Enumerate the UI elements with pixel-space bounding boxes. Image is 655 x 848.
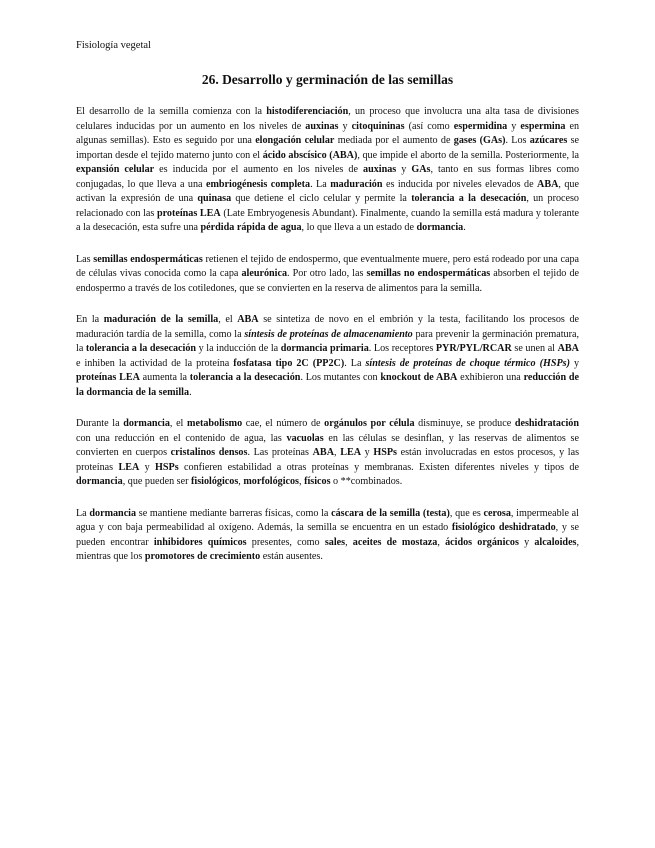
bold-term: histodiferenciación: [266, 106, 349, 117]
paragraph-5: La dormancia se mantiene mediante barreras físicas, como la cáscara de la semilla (testa), que es cerosa, impermeable al agua y con baja permeabilidad al oxígeno. Además, la semilla se encuentra en un estado fisiológico deshidratado, y se pueden encontrar inhibidores químicos presentes, como sales, aceites de mostaza, ácidos orgánicos y alcaloides, mientras que los promotores de crecimiento están ausentes.: [76, 507, 580, 562]
bold-term: dormancia: [416, 222, 464, 233]
bold-term: ABA: [537, 178, 559, 190]
bold-term: expansión celular: [76, 164, 155, 175]
bold-term: orgánulos por célula: [324, 418, 415, 429]
bold-term: deshidratación: [514, 418, 579, 429]
bold-term: sales: [324, 536, 346, 548]
bold-term: embriogénesis completa: [205, 178, 311, 190]
bold-term: pérdida rápida de agua: [200, 222, 302, 233]
bold-term: proteínas LEA: [156, 207, 221, 219]
bold-term: vacuolas: [286, 432, 324, 444]
bold-term: gases (GAs): [453, 135, 506, 146]
bold-term: morfológicos: [243, 476, 300, 487]
bold-term: LEA: [340, 447, 362, 458]
page-title: 26. Desarrollo y germinación de las semillas: [201, 72, 454, 87]
bold-term: síntesis de proteínas de choque térmico (HSPs): [365, 357, 570, 369]
bold-term: ABA: [557, 343, 579, 354]
bold-term: HSPs: [373, 447, 397, 458]
bold-term: reducción de la dormancia de la semilla: [76, 372, 580, 398]
paragraph-4: Durante la dormancia, el metabolismo cae, el número de orgánulos por célula disminuye, se produce deshidratación con una reducción en el contenido de agua, las vacuolas en las células se desinflan, y las reservas de alimentos se convierten en cuerpos cristalinos densos. Las proteínas ABA, LEA y HSPs están involucradas en estos procesos, y las proteínas LEA y HSPs confieren estabilidad a otras proteínas y membranas. Existen diferentes niveles y tipos de dormancia, que pueden ser fisiológicos, morfológicos, físicos o **combinados.: [76, 418, 580, 487]
bold-term: fisiológico deshidratado: [451, 522, 556, 533]
paragraph-2: Las semillas endospermáticas retienen el tejido de endospermo, que eventualmente muere, pero está rodeado por una capa de células vivas conocida como la capa aleurónica. Por otro lado, las semillas no endospermáticas absorben el tejido de endospermo a través de los cotiledones, que se convierten en la reserva de alimentos para la semilla.: [76, 253, 580, 294]
bold-term: auxinas: [363, 164, 397, 175]
bold-term: elongación celular: [255, 135, 335, 146]
bold-term: ácido abscísico (ABA): [262, 149, 358, 161]
bold-term: HSPs: [155, 461, 179, 473]
bold-term: auxinas: [305, 120, 339, 132]
bold-term: aleurónica: [241, 268, 288, 279]
bold-term: fisiológicos: [191, 476, 239, 487]
bold-term: espermidina: [453, 120, 508, 132]
bold-term: cerosa: [483, 507, 511, 519]
bold-term: PYR/PYL/RCAR: [435, 343, 512, 354]
bold-term: síntesis de proteínas de almacenamiento: [244, 328, 413, 340]
bold-term: inhibidores químicos: [153, 536, 247, 548]
bold-term: metabolismo: [187, 418, 243, 429]
bold-term: dormancia: [89, 507, 137, 519]
bold-term: GAs: [411, 164, 431, 175]
bold-term: dormancia: [123, 418, 170, 429]
bold-term: LEA: [118, 461, 140, 473]
bold-term: cáscara de la semilla (testa): [331, 507, 450, 519]
bold-term: semillas endospermáticas: [93, 253, 203, 265]
bold-term: ABA: [312, 447, 335, 458]
bold-term: físicos: [304, 476, 331, 487]
bold-term: espermina: [520, 120, 566, 132]
paragraph-3: En la maduración de la semilla, el ABA se sintetiza de novo en el embrión y la testa, facilitando los procesos de maduración tardía de la semilla, como la síntesis de proteínas de almacenamiento para prevenir la germinación prematura, la tolerancia a la desecación y la inducción de la dormancia primaria. Los receptores PYR/PYL/RCAR se unen al ABA e inhiben la actividad de la proteína fosfatasa tipo 2C (PP2C). La síntesis de proteínas de choque térmico (HSPs) y proteínas LEA aumenta la tolerancia a la desecación. Los mutantes con knockout de ABA exhibieron una reducción de la dormancia de la semilla.: [76, 314, 580, 398]
bold-term: knockout de ABA: [380, 372, 458, 383]
bold-term: dormancia: [76, 476, 123, 487]
bold-term: tolerancia a la desecación: [85, 343, 197, 354]
paragraph-1: El desarrollo de la semilla comienza con la histodiferenciación, un proceso que involucra una alta tasa de divisiones celulares inducidas por un aumento en los niveles de auxinas y citoquininas (así como espermidina y espermina en algunas semillas). Esto es seguido por una elongación celular mediada por el aumento de gases (GAs). Los azúcares se importan desde el tejido materno junto con el ácido abscísico (ABA), que impide el aborto de la semilla. Posteriormente, la expansión celular es inducida por el aumento en los niveles de auxinas y GAs, tanto en sus formas libres como conjugadas, lo que lleva a una embriogénesis completa. La maduración es inducida por niveles elevados de ABA, que activan la expresión de una quinasa que detiene el ciclo celular y permite la tolerancia a la desecación, un proceso relacionado con las proteínas LEA (Late Embryogenesis Abundant). Finalmente, cuando la semilla está madura y tolerante a la desecación, esta sufre una pérdida rápida de agua, lo que lleva a un estado de dormancia.: [76, 106, 580, 233]
bold-term: semillas no endospermáticas: [366, 268, 491, 279]
bold-term: dormancia primaria: [280, 343, 369, 354]
bold-term: maduración: [330, 178, 383, 190]
bold-term: azúcares: [529, 135, 568, 146]
bold-term: maduración de la semilla: [103, 314, 219, 325]
bold-term: quinasa: [197, 193, 232, 204]
bold-term: proteínas LEA: [76, 372, 140, 383]
bold-term: promotores de crecimiento: [144, 551, 261, 562]
bold-term: ABA: [237, 314, 259, 325]
bold-term: cristalinos densos: [170, 447, 248, 458]
bold-term: alcaloides: [534, 536, 577, 548]
bold-term: fosfatasa tipo 2C (PP2C): [233, 357, 345, 369]
running-header: Fisiología vegetal: [76, 40, 151, 51]
bold-term: tolerancia a la desecación: [189, 372, 301, 383]
bold-term: citoquininas: [351, 120, 405, 132]
bold-term: tolerancia a la desecación: [411, 193, 527, 204]
bold-term: aceites de mostaza: [352, 536, 438, 548]
bold-term: ácidos orgánicos: [445, 536, 519, 548]
